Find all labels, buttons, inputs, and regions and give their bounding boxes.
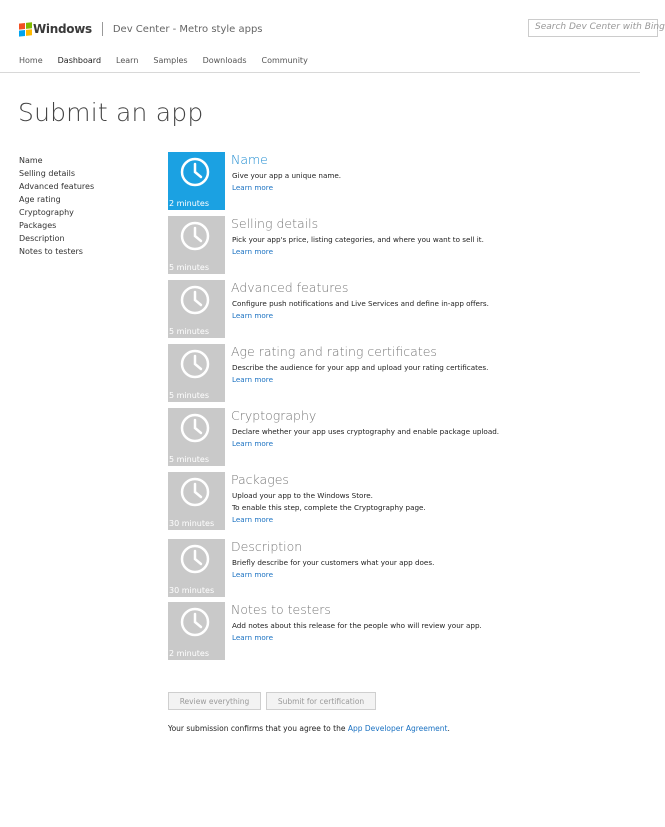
step-duration: 30 minutes [169,519,215,528]
site-title[interactable]: Dev Center - Metro style apps [112,23,263,35]
step-description-text: Declare whether your app uses cryptography and enable package upload. [232,427,500,436]
step-description-text: Add notes about this release for the people who will review your app. [232,621,482,630]
clock-icon [180,413,210,443]
flag-green-pane [26,22,32,29]
step-description-text: Configure push notifications and Live Services and define in-app offers. [232,299,489,308]
step-age-rating [168,344,628,402]
step-description [232,490,426,513]
agreement-suffix: . [447,724,450,733]
sidenav-item-selling-details[interactable]: Selling details [19,169,76,178]
flag-red-pane [19,23,25,30]
logo-text: Windows [33,22,92,36]
learn-more-link[interactable]: Learn more [232,311,273,320]
step-duration: 30 minutes [169,586,215,595]
step-duration: 5 minutes [169,263,210,272]
clock-icon [180,349,210,379]
step-title[interactable]: Description [231,539,303,554]
agreement-notice [168,724,450,733]
clock-icon [180,157,210,187]
sidenav-item-advanced-features[interactable]: Advanced features [19,182,95,191]
step-notes-to-testers [168,602,628,660]
step-advanced-features [168,280,628,338]
step-tile[interactable] [168,280,225,338]
learn-more-link[interactable]: Learn more [232,183,273,192]
sidenav-item-notes-to-testers[interactable]: Notes to testers [19,247,83,256]
step-description [168,539,628,597]
step-name [168,152,628,210]
sidenav-item-age-rating[interactable]: Age rating [19,195,61,204]
step-description-text: Give your app a unique name. [232,171,342,180]
page-title: Submit an app [18,98,204,127]
flag-blue-pane [19,30,25,37]
step-title[interactable]: Name [231,152,268,167]
nav-item-home[interactable]: Home [19,56,43,65]
header-divider [102,22,103,36]
agreement-text: Your submission confirms that you agree to the [168,724,348,733]
windows-logo[interactable] [19,21,263,37]
step-selling-details [168,216,628,274]
sidenav-item-description[interactable]: Description [19,234,65,243]
clock-icon [180,544,210,574]
step-description [232,298,489,310]
step-tile[interactable] [168,216,225,274]
learn-more-link[interactable]: Learn more [232,570,273,579]
nav-item-samples[interactable]: Samples [153,56,188,65]
step-description-line-2: To enable this step, complete the Cryptography page. [232,502,426,512]
clock-icon [180,221,210,251]
step-duration: 5 minutes [169,455,210,464]
learn-more-link[interactable]: Learn more [232,247,273,256]
step-tile[interactable] [168,602,225,660]
step-packages [168,472,628,530]
step-cryptography [168,408,628,466]
step-title[interactable]: Age rating and rating certificates [231,344,437,359]
nav-item-downloads[interactable]: Downloads [202,56,247,65]
step-tile[interactable] [168,344,225,402]
step-tile[interactable] [168,472,225,530]
step-description [232,362,488,374]
step-tile[interactable] [168,408,225,466]
clock-icon [180,285,210,315]
app-developer-agreement-link[interactable]: App Developer Agreement [347,724,448,733]
step-description-text: Pick your app's price, listing categories, and where you want to sell it. [232,235,484,244]
submit-for-certification-button[interactable]: Submit for certification [266,692,376,710]
clock-icon [180,477,210,507]
step-title[interactable]: Notes to testers [231,602,331,617]
step-description-text: Briefly describe for your customers what your app does. [232,558,435,567]
sidenav-item-cryptography[interactable]: Cryptography [19,208,74,217]
review-everything-button[interactable]: Review everything [168,692,261,710]
windows-flag-icon [19,22,31,35]
learn-more-link[interactable]: Learn more [232,633,273,642]
step-tile[interactable] [168,539,225,597]
step-description [232,426,499,438]
top-nav [19,56,323,65]
sidenav-item-name[interactable]: Name [19,156,43,165]
header [0,0,665,73]
side-nav [19,155,94,259]
step-duration: 5 minutes [169,327,210,336]
search-input[interactable]: Search Dev Center with Bing [528,19,658,37]
learn-more-link[interactable]: Learn more [232,439,273,448]
step-title[interactable]: Selling details [231,216,319,231]
step-duration: 5 minutes [169,391,210,400]
step-description-line-1: Upload your app to the Windows Store. [232,491,373,500]
step-title[interactable]: Cryptography [231,408,317,423]
step-duration: 2 minutes [169,649,210,658]
step-title[interactable]: Advanced features [231,280,349,295]
nav-item-learn[interactable]: Learn [116,56,139,65]
step-description [232,170,341,182]
nav-item-community[interactable]: Community [261,56,308,65]
learn-more-link[interactable]: Learn more [232,375,273,384]
step-description [232,620,482,632]
step-title[interactable]: Packages [231,472,289,487]
sidenav-item-packages[interactable]: Packages [19,221,57,230]
step-tile[interactable] [168,152,225,210]
flag-yellow-pane [26,29,32,36]
step-duration: 2 minutes [169,199,210,208]
learn-more-link[interactable]: Learn more [232,515,273,524]
step-description-text: Describe the audience for your app and upload your rating certificates. [232,363,489,372]
clock-icon [180,607,210,637]
nav-item-dashboard[interactable]: Dashboard [57,56,102,65]
step-description [232,557,434,569]
step-description [232,234,484,246]
